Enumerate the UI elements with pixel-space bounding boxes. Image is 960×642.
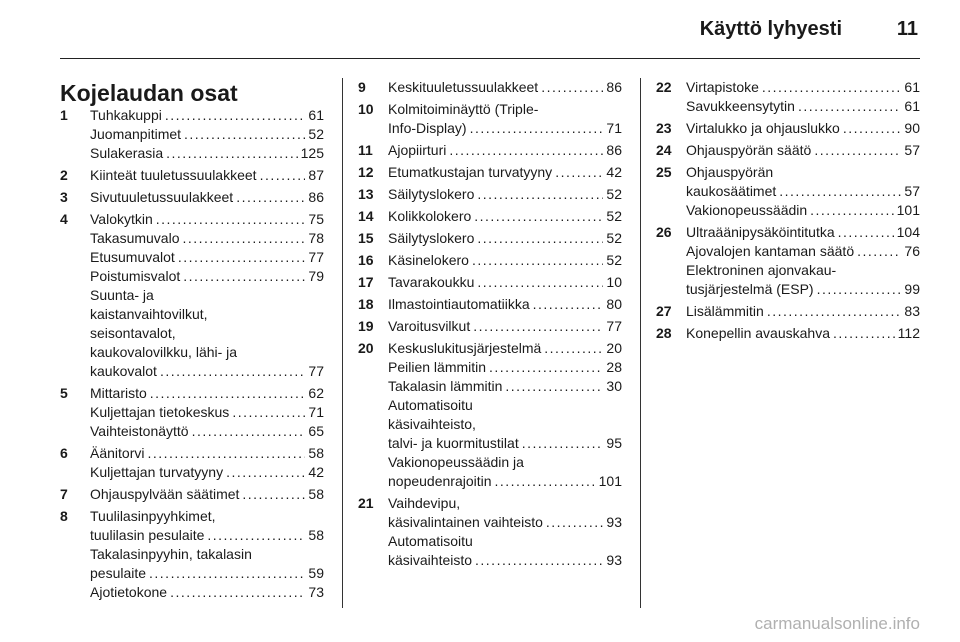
dot-leader [170, 583, 305, 602]
entry-line [90, 286, 324, 305]
entry-text: Valokytkin [90, 211, 153, 227]
entry-line [388, 317, 622, 336]
entry-number: 19 [358, 318, 374, 334]
entry-text: kaukovalot [90, 363, 157, 379]
entry-line [388, 339, 622, 358]
entry-number: 7 [60, 486, 68, 502]
entry-text: Peilien lämmitin [388, 359, 487, 375]
dot-leader [260, 166, 306, 185]
entry-number: 8 [60, 508, 68, 524]
entry-line [388, 273, 622, 292]
entry-text: Takasumuvalo [90, 230, 180, 246]
entry-text: Takalasin lämmitin [388, 378, 503, 394]
entry-text: Kolikkolokero [388, 208, 472, 224]
index-entry [656, 324, 920, 343]
entry-number: 5 [60, 385, 68, 401]
entry-line [388, 295, 622, 314]
entry-text: Kiinteät tuuletussuulakkeet [90, 167, 257, 183]
entry-number: 26 [656, 224, 672, 240]
entry-line [686, 97, 920, 116]
column-divider-2 [640, 78, 641, 608]
entry-page-ref: 58 [308, 527, 324, 543]
entry-line [90, 444, 324, 463]
dot-leader [489, 358, 603, 377]
entry-text: Info-Display) [388, 120, 467, 136]
dot-leader [814, 141, 901, 160]
dot-leader [473, 317, 603, 336]
entry-line [90, 564, 324, 583]
entry-text: Automatisoitu [388, 533, 473, 549]
entry-text: Kuljettajan turvatyyny [90, 464, 224, 480]
entry-line [90, 422, 324, 441]
entry-line [388, 415, 622, 434]
entry-text: Kuljettajan tietokeskus [90, 404, 230, 420]
dot-leader [555, 163, 603, 182]
dot-leader [207, 526, 305, 545]
entry-line [388, 119, 622, 138]
entry-line [90, 166, 324, 185]
entry-text: Virtalukko ja ohjauslukko [686, 120, 840, 136]
entry-text: Säilytyslokero [388, 230, 475, 246]
entry-page-ref: 99 [904, 281, 920, 297]
entry-text: kaukosäätimet [686, 183, 777, 199]
entry-page-ref: 80 [606, 296, 622, 312]
entry-text: kaistanvaihtovilkut, [90, 306, 208, 322]
entry-line [388, 100, 622, 119]
dot-leader [477, 185, 603, 204]
entry-page-ref: 77 [308, 363, 324, 379]
index-entry [358, 317, 622, 336]
entry-text: Varoitusvilkut [388, 318, 471, 334]
entry-line [90, 267, 324, 286]
dot-leader [541, 78, 603, 97]
entry-text: Tuulilasinpyyhkimet, [90, 508, 216, 524]
entry-line [388, 472, 622, 491]
index-entry [358, 185, 622, 204]
entry-page-ref: 10 [606, 274, 622, 290]
index-entry [358, 251, 622, 270]
entry-line [686, 182, 920, 201]
entry-text: Automatisoitu [388, 397, 473, 413]
column-1 [60, 106, 324, 605]
entry-line [686, 119, 920, 138]
entry-page-ref: 101 [896, 202, 920, 218]
entry-text: nopeudenrajoitin [388, 473, 492, 489]
dot-leader [178, 248, 306, 267]
entry-line [90, 248, 324, 267]
entry-text: Sulakerasia [90, 145, 164, 161]
entry-page-ref: 112 [897, 325, 920, 341]
dot-leader [546, 513, 604, 532]
entry-page-ref: 52 [308, 126, 324, 142]
dot-leader [242, 485, 305, 504]
entry-page-ref: 86 [308, 189, 324, 205]
index-entry [358, 273, 622, 292]
entry-page-ref: 93 [606, 514, 622, 530]
entry-number: 4 [60, 211, 68, 227]
entry-page-ref: 52 [606, 208, 622, 224]
index-entry [358, 207, 622, 226]
entry-number: 28 [656, 325, 672, 341]
entry-text: Ajotietokone [90, 584, 168, 600]
entry-line [686, 242, 920, 261]
entry-line [90, 343, 324, 362]
dot-leader [449, 141, 603, 160]
entry-text: Poistumisvalot [90, 268, 181, 284]
entry-text: Ilmastointiautomatiikka [388, 296, 530, 312]
index-entry [656, 119, 920, 138]
entry-line [388, 251, 622, 270]
entry-text: Elektroninen ajonvakau- [686, 262, 837, 278]
dot-leader [477, 273, 603, 292]
entry-page-ref: 95 [606, 435, 622, 451]
entry-text: seisontavalot, [90, 325, 176, 341]
entry-line [388, 434, 622, 453]
entry-number: 1 [60, 107, 68, 123]
entry-number: 10 [358, 101, 374, 117]
entry-page-ref: 125 [300, 145, 324, 161]
entry-page-ref: 104 [896, 224, 920, 240]
index-entry [656, 302, 920, 321]
dot-leader [857, 242, 901, 261]
entry-page-ref: 42 [308, 464, 324, 480]
entry-line [90, 188, 324, 207]
dot-leader [522, 434, 604, 453]
index-entry [358, 78, 622, 97]
entry-text: Takalasinpyyhin, takalasin [90, 546, 252, 562]
entry-line [388, 494, 622, 513]
column-3 [656, 78, 920, 346]
index-entry [60, 384, 324, 441]
index-entry [60, 507, 324, 602]
dot-leader [165, 106, 306, 125]
dot-leader [767, 302, 902, 321]
entry-text: Konepellin avauskahva [686, 325, 830, 341]
index-entry [60, 166, 324, 185]
dot-leader [833, 324, 895, 343]
entry-line [686, 141, 920, 160]
index-entry [358, 229, 622, 248]
entry-page-ref: 62 [308, 385, 324, 401]
entry-line [388, 141, 622, 160]
entry-text: Äänitorvi [90, 445, 145, 461]
entry-page-ref: 52 [606, 230, 622, 246]
entry-text: Ohjauspylvään säätimet [90, 486, 240, 502]
index-entry [358, 163, 622, 182]
dot-leader [149, 564, 305, 583]
dot-leader [166, 144, 297, 163]
entry-line [90, 485, 324, 504]
entry-text: Tuhkakuppi [90, 107, 162, 123]
entry-number: 14 [358, 208, 374, 224]
dot-leader [533, 295, 604, 314]
entry-text: Keskuslukitusjärjestelmä [388, 340, 542, 356]
entry-page-ref: 77 [308, 249, 324, 265]
entry-number: 18 [358, 296, 374, 312]
entry-line [90, 210, 324, 229]
entry-line [686, 163, 920, 182]
entry-page-ref: 79 [308, 268, 324, 284]
entry-number: 20 [358, 340, 374, 356]
entry-text: Ohjauspyörän säätö [686, 142, 812, 158]
entry-page-ref: 101 [598, 473, 622, 489]
entry-page-ref: 52 [606, 252, 622, 268]
entry-line [90, 526, 324, 545]
dot-leader [474, 207, 603, 226]
entry-text: Juomanpitimet [90, 126, 182, 142]
entry-line [388, 513, 622, 532]
entry-page-ref: 76 [904, 243, 920, 259]
entry-line [686, 261, 920, 280]
entry-page-ref: 61 [904, 79, 920, 95]
entry-page-ref: 61 [308, 107, 324, 123]
entry-text: käsivaihteisto [388, 552, 473, 568]
entry-page-ref: 93 [606, 552, 622, 568]
index-entry [656, 223, 920, 299]
dot-leader [762, 78, 902, 97]
entry-number: 25 [656, 164, 672, 180]
entry-text: käsivalintainen vaihteisto [388, 514, 543, 530]
entry-number: 24 [656, 142, 672, 158]
entry-text: Kolmitoiminäyttö (Triple- [388, 101, 539, 117]
entry-page-ref: 65 [308, 423, 324, 439]
entry-line [686, 201, 920, 220]
entry-line [686, 223, 920, 242]
dot-leader [183, 267, 305, 286]
entry-text: Käsinelokero [388, 252, 469, 268]
page-header-title: Käyttö lyhyesti [699, 18, 842, 40]
dot-leader [843, 119, 902, 138]
entry-number: 3 [60, 189, 68, 205]
index-entry [656, 163, 920, 220]
entry-line [686, 302, 920, 321]
entry-page-ref: 87 [308, 167, 324, 183]
entry-page-ref: 42 [606, 164, 622, 180]
entry-text: Ultraäänipysäköintitutka [686, 224, 835, 240]
entry-text: käsivaihteisto, [388, 416, 476, 432]
entry-number: 17 [358, 274, 374, 290]
entry-page-ref: 86 [606, 142, 622, 158]
entry-page-ref: 83 [904, 303, 920, 319]
dot-leader [226, 463, 305, 482]
entry-text: Suunta- ja [90, 287, 154, 303]
entry-line [90, 545, 324, 564]
dot-leader [798, 97, 901, 116]
entry-page-ref: 58 [308, 486, 324, 502]
dot-leader [810, 201, 893, 220]
entry-page-ref: 59 [308, 565, 324, 581]
entry-line [686, 324, 920, 343]
entry-number: 13 [358, 186, 374, 202]
dot-leader [838, 223, 894, 242]
entry-line [388, 396, 622, 415]
header-rule [60, 58, 920, 59]
dot-leader [495, 472, 596, 491]
entry-text: Vaihteistonäyttö [90, 423, 189, 439]
dot-leader [505, 377, 603, 396]
dot-leader [160, 362, 305, 381]
entry-line [388, 532, 622, 551]
entry-page-ref: 20 [606, 340, 622, 356]
index-entry [358, 494, 622, 570]
dot-leader [232, 403, 305, 422]
section-title: Kojelaudan osat [60, 80, 238, 106]
dot-leader [475, 551, 603, 570]
entry-text: tuulilasin pesulaite [90, 527, 205, 543]
entry-page-ref: 30 [606, 378, 622, 394]
entry-number: 21 [358, 495, 374, 511]
entry-line [90, 106, 324, 125]
index-entry [60, 188, 324, 207]
index-entry [60, 106, 324, 163]
entry-number: 6 [60, 445, 68, 461]
entry-text: Vakionopeussäädin ja [388, 454, 524, 470]
entry-line [388, 229, 622, 248]
entry-text: Ajovalojen kantaman säätö [686, 243, 855, 259]
entry-text: Virtapistoke [686, 79, 759, 95]
entry-text: Mittaristo [90, 385, 147, 401]
entry-text: Vaihdevipu, [388, 495, 461, 511]
entry-number: 2 [60, 167, 68, 183]
dot-leader [477, 229, 603, 248]
entry-text: Ohjauspyörän [686, 164, 774, 180]
entry-page-ref: 78 [308, 230, 324, 246]
column-divider-1 [342, 78, 343, 608]
entry-number: 22 [656, 79, 672, 95]
entry-number: 15 [358, 230, 374, 246]
entry-line [90, 362, 324, 381]
entry-number: 16 [358, 252, 374, 268]
entry-page-ref: 61 [904, 98, 920, 114]
index-entry [60, 485, 324, 504]
entry-text: talvi- ja kuormitustilat [388, 435, 519, 451]
entry-line [90, 324, 324, 343]
entry-line [388, 551, 622, 570]
entry-text: pesulaite [90, 565, 147, 581]
entry-page-ref: 77 [606, 318, 622, 334]
entry-line [388, 207, 622, 226]
entry-line [90, 229, 324, 248]
entry-line [388, 163, 622, 182]
entry-page-ref: 73 [308, 584, 324, 600]
entry-text: Sivutuuletussuulakkeet [90, 189, 234, 205]
entry-line [388, 453, 622, 472]
entry-number: 23 [656, 120, 672, 136]
entry-number: 27 [656, 303, 672, 319]
dot-leader [472, 251, 603, 270]
index-entry [656, 78, 920, 116]
entry-page-ref: 90 [904, 120, 920, 136]
dot-leader [147, 444, 305, 463]
entry-text: Keskituuletussuulakkeet [388, 79, 539, 95]
dot-leader [779, 182, 901, 201]
entry-page-ref: 86 [606, 79, 622, 95]
dot-leader [156, 210, 306, 229]
entry-line [388, 377, 622, 396]
dot-leader [184, 125, 305, 144]
entry-text: kaukovalovilkku, lähi- ja [90, 344, 238, 360]
dot-leader [192, 422, 306, 441]
entry-text: Säilytyslokero [388, 186, 475, 202]
entry-line [388, 358, 622, 377]
entry-line [90, 125, 324, 144]
entry-page-ref: 71 [606, 120, 622, 136]
entry-line [90, 384, 324, 403]
entry-line [686, 280, 920, 299]
dot-leader [150, 384, 306, 403]
entry-line [90, 507, 324, 526]
entry-line [90, 583, 324, 602]
entry-page-ref: 75 [308, 211, 324, 227]
dot-leader [544, 339, 603, 358]
entry-text: Etusumuvalot [90, 249, 175, 265]
entry-text: tusjärjestelmä (ESP) [686, 281, 814, 297]
dot-leader [183, 229, 306, 248]
column-2 [358, 78, 622, 573]
entry-line [90, 463, 324, 482]
entry-number: 12 [358, 164, 374, 180]
entry-line [90, 403, 324, 422]
entry-text: Vakionopeussäädin [686, 202, 808, 218]
dot-leader [817, 280, 902, 299]
watermark: carmanualsonline.info [754, 614, 920, 633]
index-entry [656, 141, 920, 160]
entry-line [388, 78, 622, 97]
entry-line [686, 78, 920, 97]
entry-page-ref: 57 [904, 142, 920, 158]
dot-leader [236, 188, 305, 207]
dot-leader [470, 119, 604, 138]
index-entry [60, 210, 324, 381]
index-entry [358, 295, 622, 314]
entry-page-ref: 58 [308, 445, 324, 461]
entry-number: 9 [358, 79, 366, 95]
index-entry [358, 339, 622, 491]
entry-line [90, 305, 324, 324]
index-entry [358, 141, 622, 160]
page-number: 11 [896, 18, 918, 40]
entry-page-ref: 28 [606, 359, 622, 375]
entry-line [90, 144, 324, 163]
entry-text: Etumatkustajan turvatyyny [388, 164, 553, 180]
entry-text: Lisälämmitin [686, 303, 764, 319]
index-entry [358, 100, 622, 138]
entry-page-ref: 71 [308, 404, 324, 420]
entry-page-ref: 57 [904, 183, 920, 199]
entry-text: Tavarakoukku [388, 274, 475, 290]
entry-line [388, 185, 622, 204]
entry-number: 11 [358, 142, 373, 158]
entry-text: Ajopiirturi [388, 142, 447, 158]
index-entry [60, 444, 324, 482]
entry-page-ref: 52 [606, 186, 622, 202]
entry-text: Savukkeensytytin [686, 98, 795, 114]
